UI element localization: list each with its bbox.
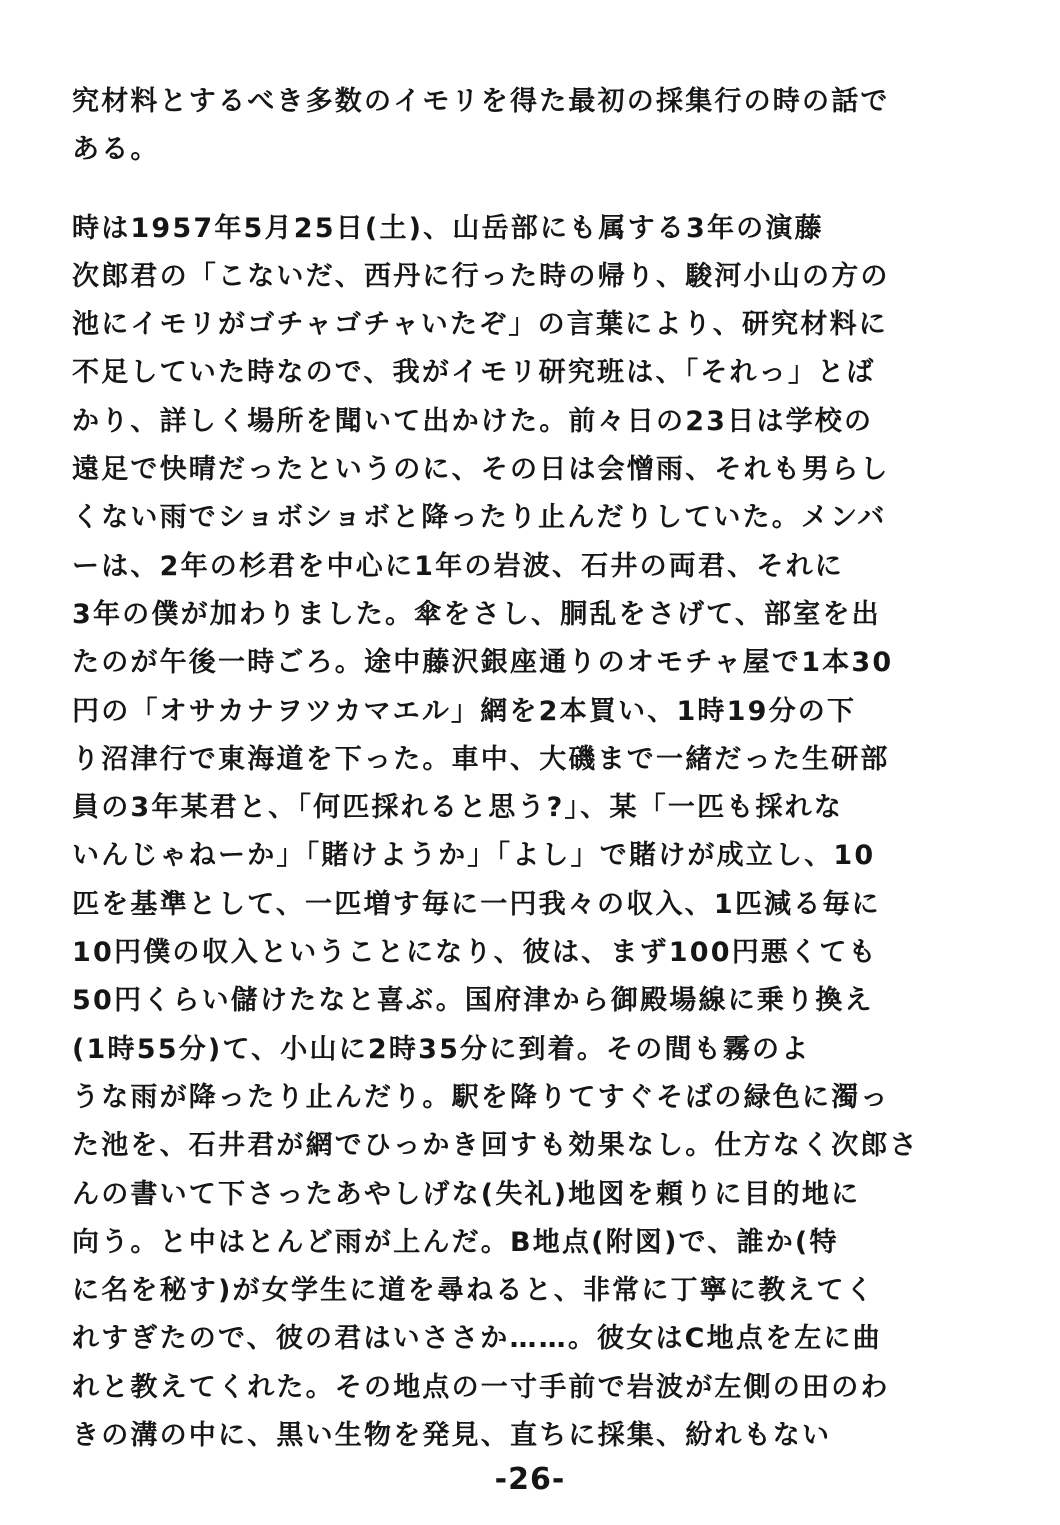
text-line: 究材料とするべき多数のイモリを得た最初の採集行の時の話で: [72, 86, 890, 117]
page-number: -26-: [494, 1462, 566, 1497]
text-line: 向う。と中はとんど雨が上んだ。B地点(附図)で、誰か(特: [72, 1226, 839, 1258]
text-line: かり、詳しく場所を聞いて出かけた。前々日の23日は学校の: [72, 405, 874, 437]
text-line: 不足していた時なので、我がイモリ研究班は、「それっ」とば: [72, 357, 876, 389]
text-line: 時は1957年5月25日(土)、山岳部にも属する3年の演藤: [72, 212, 824, 244]
body-text: [72, 78, 1002, 1460]
text-line: うな雨が降ったり止んだり。駅を降りてすぐそばの緑色に濁っ: [72, 1081, 890, 1113]
text-line: 次郎君の「こないだ、西丹に行った時の帰り、駿河小山の方の: [72, 260, 890, 292]
text-line: 10円僕の収入ということになり、彼は、まず100円悪くても: [72, 937, 878, 969]
text-line: (1時55分)て、小山に2時35分に到着。その間も霧のよ: [72, 1033, 811, 1065]
text-line: り沼津行で東海道を下った。車中、大磯まで一緒だった生研部: [72, 743, 890, 775]
text-line: 遠足で快晴だったというのに、その日は会憎雨、それも男らし: [72, 454, 890, 486]
text-line: ある。: [72, 134, 160, 166]
text-line: くない雨でショボショボと降ったり止んだりしていた。メンバ: [72, 502, 887, 534]
text-line: れと教えてくれた。その地点の一寸手前で岩波が左側の田のわ: [72, 1371, 890, 1403]
text-line: に名を秘す)が女学生に道を尋ねると、非常に丁寧に教えてく: [72, 1275, 875, 1307]
text-line: んの書いて下さったあやしげな(失礼)地図を頼りに目的地に: [72, 1178, 861, 1210]
text-line: 円の「オサカナヲツカマエル」網を2本買い、1時19分の下: [72, 695, 857, 727]
text-line: ーは、2年の杉君を中心に1年の岩波、石井の両君、それに: [72, 550, 844, 582]
text-line: 3年の僕が加わりました。傘をさし、胴乱をさげて、部室を出: [72, 598, 881, 630]
text-line: いんじゃねーか」「賭けようか」「よし」で賭けが成立し、10: [72, 840, 876, 872]
text-line: 池にイモリがゴチャゴチャいたぞ」の言葉により、研究材料に: [72, 309, 888, 341]
text-line: きの溝の中に、黒い生物を発見、直ちに採集、紛れもない: [72, 1420, 832, 1452]
text-line: た池を、石井君が網でひっかき回すも効果なし。仕方なく次郎さ: [72, 1130, 919, 1162]
text-line: 匹を基準として、一匹増す毎に一円我々の収入、1匹減る毎に: [72, 888, 881, 920]
text-line: れすぎたので、彼の君はいささか……。彼女はC地点を左に曲: [72, 1323, 882, 1355]
text-line: 員の3年某君と、「何匹採れると思う?」、某「一匹も採れな: [72, 792, 844, 824]
text-line: たのが午後一時ごろ。途中藤沢銀座通りのオモチャ屋で1本30: [72, 647, 894, 679]
text-line: 50円くらい儲けたなと喜ぶ。国府津から御殿場線に乗り換え: [72, 985, 874, 1017]
